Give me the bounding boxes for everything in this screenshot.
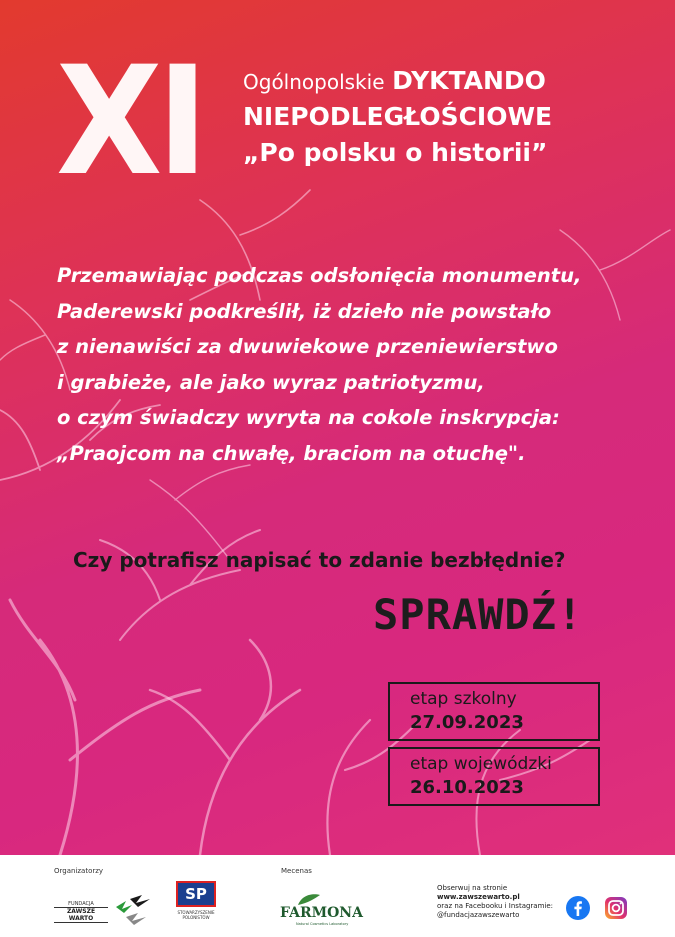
quote-line: i grabieże, ale jako wyraz patriotyzmu,: [57, 370, 485, 394]
title-dyktando: DYKTANDO: [392, 66, 546, 95]
title-block: [243, 64, 552, 171]
sp-name-line: STOWARZYSZENIE: [177, 910, 215, 915]
follow-line: oraz na Facebooku i Instagramie:: [437, 902, 554, 910]
sp-name: [170, 910, 222, 920]
farmona-logo[interactable]: FARMONA: [280, 905, 363, 921]
stage-date: 27.09.2023: [410, 712, 524, 733]
follow-line: Obserwuj na stronie: [437, 884, 508, 892]
zawsze-warto-label: ZAWSZE WARTO: [54, 907, 108, 923]
organizers-label: Organizatorzy: [54, 867, 104, 875]
quote-line: z nienawiści za dwuwiekowe przeniewierstwo: [57, 335, 558, 358]
patron-label: Mecenas: [281, 867, 312, 875]
fundacja-zawsze-warto-logo[interactable]: [54, 901, 108, 923]
quote-line: „Praojcom na chwałę, braciom na otuchę".: [57, 441, 526, 465]
farmona-subtitle: Natural Cosmetics Laboratory: [296, 922, 349, 926]
stage-label: etap wojewódzki: [410, 754, 552, 774]
stage-school: [388, 682, 600, 741]
title-line-1: [243, 64, 552, 99]
birds-icon: [112, 893, 156, 927]
title-niepodleglosciowe: NIEPODLEGŁOŚCIOWE: [243, 102, 553, 131]
instagram-icon[interactable]: [604, 896, 628, 920]
stage-voivodeship: [388, 747, 600, 806]
fundacja-label: FUNDACJA: [68, 901, 94, 907]
check-heading: SPRAWDŹ!: [373, 590, 584, 639]
footer: [0, 855, 675, 937]
edition-numeral: XI: [56, 35, 203, 209]
follow-text: [437, 884, 553, 920]
website-text[interactable]: www.zawszewarto.pl: [437, 893, 520, 901]
stage-date: 26.10.2023: [410, 777, 524, 798]
quote-line: Przemawiając podczas odsłonięcia monumentu,: [57, 264, 582, 287]
quote-line: Paderewski podkreślił, iż dzieło nie powstało: [57, 299, 552, 323]
follow-handle: @fundacjazawszewarto: [437, 911, 520, 919]
dictation-quote: [57, 258, 657, 471]
sp-name-line: POLONISTÓW: [182, 915, 210, 920]
stage-label: etap szkolny: [410, 689, 517, 709]
title-ogolnopolskie: Ogólnopolskie: [243, 70, 385, 94]
quote-line: o czym świadczy wyryta na cokole inskrypcja:: [57, 406, 560, 429]
sp-logo[interactable]: SP: [176, 881, 216, 907]
stage-dates: [388, 682, 600, 806]
challenge-question: Czy potrafisz napisać to zdanie bezbłędnie?: [73, 548, 566, 572]
follow-website-link[interactable]: [437, 893, 553, 902]
facebook-icon[interactable]: [566, 896, 590, 920]
title-subtitle: „Po polsku o historii”: [243, 138, 548, 167]
